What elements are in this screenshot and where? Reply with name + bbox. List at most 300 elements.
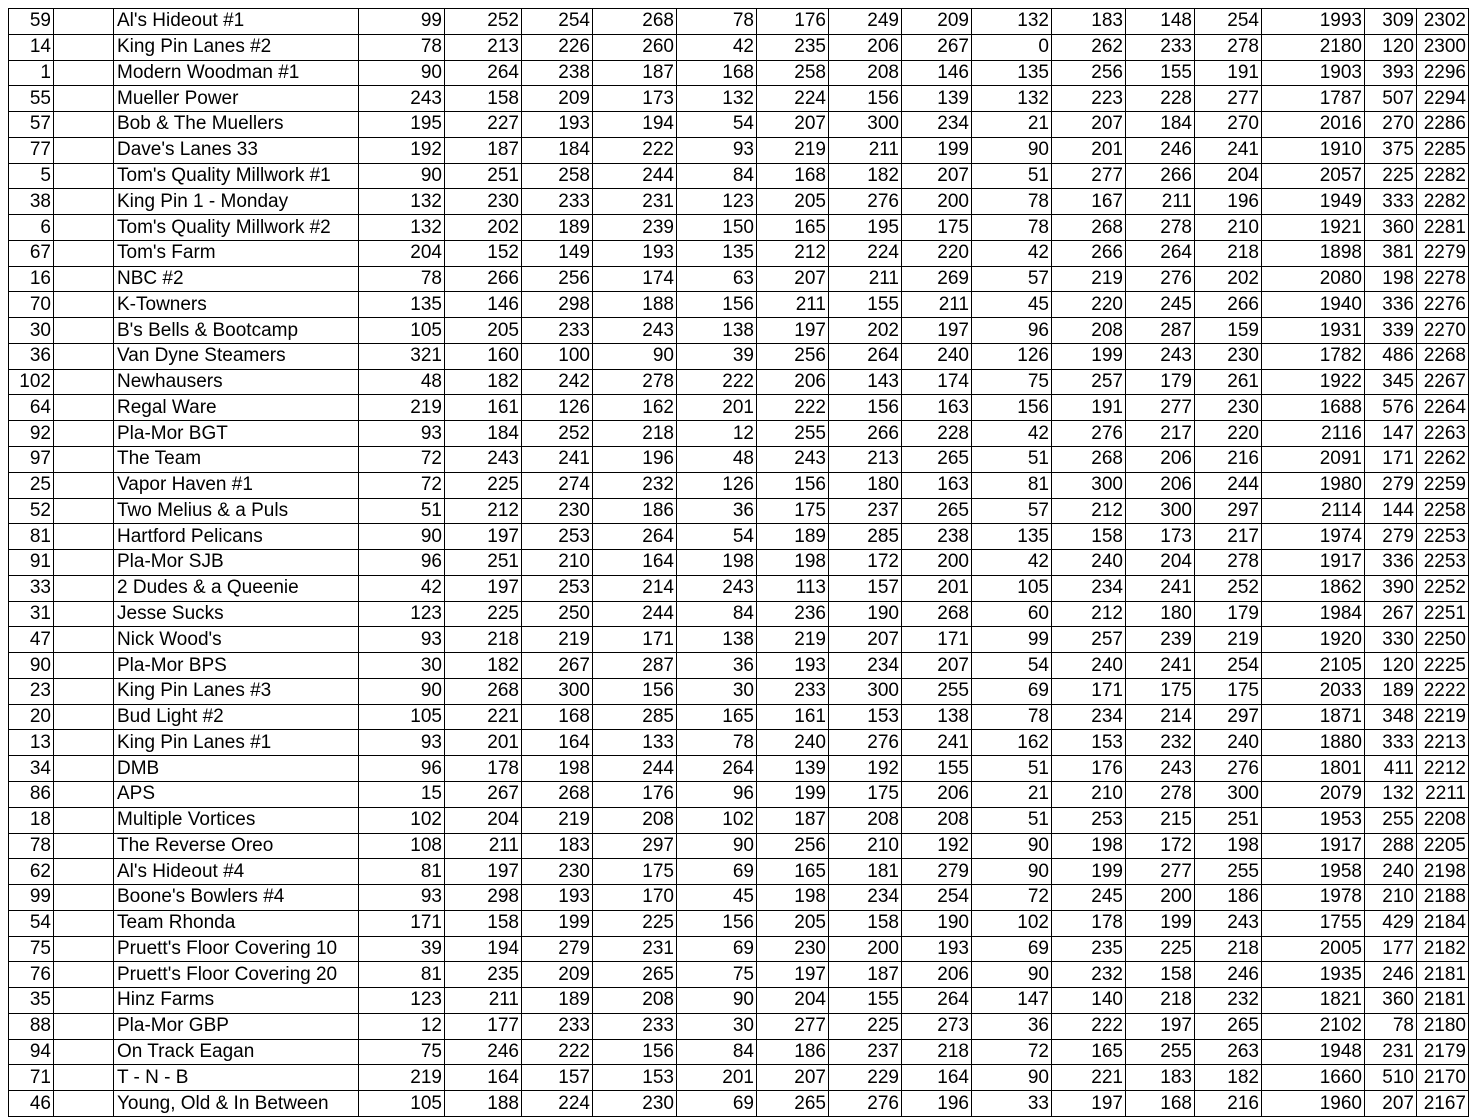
cell-g8: 200: [902, 189, 972, 215]
cell-g11: 180: [1126, 601, 1195, 627]
cell-g12: 278: [1195, 34, 1262, 60]
cell-total: 2296: [1417, 60, 1469, 86]
cell-total: 2300: [1417, 34, 1469, 60]
cell-handicap: 171: [1365, 447, 1417, 473]
cell-g10: 235: [1052, 936, 1126, 962]
cell-handicap: 246: [1365, 962, 1417, 988]
cell-g12: 186: [1195, 885, 1262, 911]
cell-g5: 12: [677, 421, 757, 447]
cell-g10: 223: [1052, 86, 1126, 112]
cell-g11: 233: [1126, 34, 1195, 60]
cell-g9: 36: [972, 1013, 1052, 1039]
cell-g11: 211: [1126, 189, 1195, 215]
cell-g2: 201: [445, 730, 522, 756]
cell-g6: 236: [757, 601, 829, 627]
cell-g12: 246: [1195, 962, 1262, 988]
cell-total: 2213: [1417, 730, 1469, 756]
cell-id: 77: [9, 137, 54, 163]
cell-g9: 90: [972, 1065, 1052, 1091]
cell-scratch: 2016: [1262, 112, 1365, 138]
table-row: [9, 962, 1469, 988]
cell-g3: 233: [522, 189, 593, 215]
cell-g2: 204: [445, 807, 522, 833]
cell-g10: 300: [1052, 472, 1126, 498]
cell-g1: 30: [359, 653, 445, 679]
blank-cell: [54, 936, 114, 962]
cell-handicap: 144: [1365, 498, 1417, 524]
cell-g11: 179: [1126, 369, 1195, 395]
cell-g7: 276: [829, 189, 902, 215]
cell-g7: 192: [829, 756, 902, 782]
cell-g8: 241: [902, 730, 972, 756]
cell-g6: 156: [757, 472, 829, 498]
cell-scratch: 1948: [1262, 1039, 1365, 1065]
cell-handicap: 429: [1365, 910, 1417, 936]
cell-g2: 146: [445, 292, 522, 318]
cell-g4: 231: [593, 189, 677, 215]
cell-total: 2302: [1417, 9, 1469, 35]
cell-g12: 232: [1195, 988, 1262, 1014]
cell-g1: 96: [359, 756, 445, 782]
cell-g10: 212: [1052, 601, 1126, 627]
table-row: [9, 112, 1469, 138]
cell-id: 78: [9, 833, 54, 859]
blank-cell: [54, 859, 114, 885]
cell-g8: 273: [902, 1013, 972, 1039]
cell-g8: 139: [902, 86, 972, 112]
cell-handicap: 381: [1365, 240, 1417, 266]
cell-g11: 277: [1126, 395, 1195, 421]
cell-id: 70: [9, 292, 54, 318]
cell-g5: 69: [677, 936, 757, 962]
cell-g7: 157: [829, 575, 902, 601]
cell-g3: 233: [522, 1013, 593, 1039]
cell-g11: 243: [1126, 756, 1195, 782]
cell-g5: 84: [677, 601, 757, 627]
cell-scratch: 2079: [1262, 781, 1365, 807]
cell-id: 97: [9, 447, 54, 473]
cell-g9: 75: [972, 369, 1052, 395]
cell-g8: 197: [902, 318, 972, 344]
cell-g11: 243: [1126, 343, 1195, 369]
cell-g10: 167: [1052, 189, 1126, 215]
cell-scratch: 1917: [1262, 833, 1365, 859]
cell-g6: 207: [757, 266, 829, 292]
cell-scratch: 1880: [1262, 730, 1365, 756]
cell-g6: 199: [757, 781, 829, 807]
cell-id: 14: [9, 34, 54, 60]
cell-scratch: 1980: [1262, 472, 1365, 498]
cell-g4: 225: [593, 910, 677, 936]
cell-g10: 257: [1052, 627, 1126, 653]
blank-cell: [54, 730, 114, 756]
cell-id: 67: [9, 240, 54, 266]
cell-g4: 187: [593, 60, 677, 86]
blank-cell: [54, 447, 114, 473]
table-row: [9, 653, 1469, 679]
table-row: [9, 627, 1469, 653]
cell-handicap: 189: [1365, 678, 1417, 704]
cell-g9: 60: [972, 601, 1052, 627]
cell-g8: 267: [902, 34, 972, 60]
cell-g9: 33: [972, 1091, 1052, 1117]
cell-g8: 208: [902, 807, 972, 833]
cell-g2: 211: [445, 988, 522, 1014]
cell-g12: 218: [1195, 240, 1262, 266]
cell-id: 86: [9, 781, 54, 807]
cell-g3: 149: [522, 240, 593, 266]
cell-scratch: 2057: [1262, 163, 1365, 189]
cell-g3: 242: [522, 369, 593, 395]
standings-table: [8, 8, 1469, 1117]
cell-name: The Team: [114, 447, 359, 473]
cell-total: 2184: [1417, 910, 1469, 936]
cell-g12: 278: [1195, 550, 1262, 576]
cell-handicap: 267: [1365, 601, 1417, 627]
cell-g9: 132: [972, 9, 1052, 35]
table-row: [9, 704, 1469, 730]
cell-g12: 252: [1195, 575, 1262, 601]
cell-g11: 173: [1126, 524, 1195, 550]
cell-g8: 234: [902, 112, 972, 138]
cell-g11: 217: [1126, 421, 1195, 447]
cell-g9: 78: [972, 215, 1052, 241]
cell-scratch: 2180: [1262, 34, 1365, 60]
cell-id: 90: [9, 653, 54, 679]
cell-g6: 256: [757, 343, 829, 369]
cell-g8: 206: [902, 962, 972, 988]
blank-cell: [54, 601, 114, 627]
cell-g12: 240: [1195, 730, 1262, 756]
cell-g11: 241: [1126, 575, 1195, 601]
cell-g2: 197: [445, 575, 522, 601]
cell-name: Newhausers: [114, 369, 359, 395]
cell-total: 2276: [1417, 292, 1469, 318]
cell-g11: 264: [1126, 240, 1195, 266]
table-row: [9, 1065, 1469, 1091]
cell-g9: 90: [972, 859, 1052, 885]
cell-g11: 218: [1126, 988, 1195, 1014]
table-row: [9, 240, 1469, 266]
cell-g11: 239: [1126, 627, 1195, 653]
cell-g6: 176: [757, 9, 829, 35]
cell-handicap: 576: [1365, 395, 1417, 421]
cell-g4: 268: [593, 9, 677, 35]
cell-g6: 243: [757, 447, 829, 473]
cell-g12: 218: [1195, 936, 1262, 962]
cell-g6: 230: [757, 936, 829, 962]
cell-total: 2211: [1417, 781, 1469, 807]
cell-handicap: 486: [1365, 343, 1417, 369]
cell-id: 91: [9, 550, 54, 576]
cell-g1: 108: [359, 833, 445, 859]
cell-g8: 200: [902, 550, 972, 576]
cell-total: 2270: [1417, 318, 1469, 344]
cell-g4: 243: [593, 318, 677, 344]
cell-g9: 147: [972, 988, 1052, 1014]
cell-g11: 184: [1126, 112, 1195, 138]
cell-name: Pla-Mor SJB: [114, 550, 359, 576]
cell-g9: 78: [972, 189, 1052, 215]
cell-total: 2294: [1417, 86, 1469, 112]
table-row: [9, 215, 1469, 241]
cell-scratch: 1922: [1262, 369, 1365, 395]
cell-g3: 157: [522, 1065, 593, 1091]
cell-scratch: 1862: [1262, 575, 1365, 601]
cell-scratch: 2114: [1262, 498, 1365, 524]
cell-g12: 217: [1195, 524, 1262, 550]
cell-g7: 156: [829, 395, 902, 421]
table-row: [9, 498, 1469, 524]
cell-g8: 207: [902, 653, 972, 679]
cell-g6: 197: [757, 962, 829, 988]
cell-id: 76: [9, 962, 54, 988]
cell-g12: 243: [1195, 910, 1262, 936]
cell-g7: 202: [829, 318, 902, 344]
cell-g3: 164: [522, 730, 593, 756]
table-row: [9, 86, 1469, 112]
cell-g11: 241: [1126, 653, 1195, 679]
cell-g2: 188: [445, 1091, 522, 1117]
blank-cell: [54, 472, 114, 498]
cell-g1: 219: [359, 395, 445, 421]
cell-handicap: 336: [1365, 550, 1417, 576]
cell-g9: 51: [972, 756, 1052, 782]
cell-g12: 216: [1195, 447, 1262, 473]
cell-g1: 93: [359, 627, 445, 653]
cell-g11: 199: [1126, 910, 1195, 936]
table-row: [9, 292, 1469, 318]
cell-g7: 200: [829, 936, 902, 962]
cell-g11: 276: [1126, 266, 1195, 292]
cell-g11: 155: [1126, 60, 1195, 86]
cell-handicap: 360: [1365, 215, 1417, 241]
cell-name: DMB: [114, 756, 359, 782]
cell-g2: 235: [445, 962, 522, 988]
table-row: [9, 447, 1469, 473]
blank-cell: [54, 885, 114, 911]
cell-g5: 69: [677, 1091, 757, 1117]
table-row: [9, 163, 1469, 189]
cell-g5: 126: [677, 472, 757, 498]
cell-g6: 198: [757, 550, 829, 576]
cell-g8: 206: [902, 781, 972, 807]
cell-g6: 165: [757, 215, 829, 241]
cell-g9: 156: [972, 395, 1052, 421]
table-row: [9, 421, 1469, 447]
blank-cell: [54, 781, 114, 807]
cell-g6: 212: [757, 240, 829, 266]
cell-g10: 199: [1052, 343, 1126, 369]
cell-g1: 204: [359, 240, 445, 266]
cell-g5: 165: [677, 704, 757, 730]
cell-g11: 175: [1126, 678, 1195, 704]
cell-g5: 78: [677, 730, 757, 756]
cell-g12: 255: [1195, 859, 1262, 885]
cell-g5: 84: [677, 163, 757, 189]
cell-g1: 93: [359, 421, 445, 447]
cell-handicap: 288: [1365, 833, 1417, 859]
cell-total: 2170: [1417, 1065, 1469, 1091]
cell-g8: 220: [902, 240, 972, 266]
cell-g12: 198: [1195, 833, 1262, 859]
cell-g5: 138: [677, 318, 757, 344]
cell-g3: 193: [522, 885, 593, 911]
cell-g9: 45: [972, 292, 1052, 318]
cell-id: 59: [9, 9, 54, 35]
cell-g10: 266: [1052, 240, 1126, 266]
cell-g8: 196: [902, 1091, 972, 1117]
cell-g5: 201: [677, 395, 757, 421]
cell-g11: 200: [1126, 885, 1195, 911]
cell-g5: 264: [677, 756, 757, 782]
cell-total: 2250: [1417, 627, 1469, 653]
blank-cell: [54, 988, 114, 1014]
cell-g9: 135: [972, 524, 1052, 550]
cell-g10: 253: [1052, 807, 1126, 833]
cell-g7: 158: [829, 910, 902, 936]
cell-g2: 268: [445, 678, 522, 704]
cell-g3: 252: [522, 421, 593, 447]
cell-g3: 230: [522, 498, 593, 524]
cell-g8: 218: [902, 1039, 972, 1065]
cell-id: 38: [9, 189, 54, 215]
cell-g2: 266: [445, 266, 522, 292]
cell-g11: 246: [1126, 137, 1195, 163]
cell-name: Al's Hideout #4: [114, 859, 359, 885]
cell-g1: 42: [359, 575, 445, 601]
cell-g3: 199: [522, 910, 593, 936]
cell-g11: 183: [1126, 1065, 1195, 1091]
cell-g12: 191: [1195, 60, 1262, 86]
cell-total: 2282: [1417, 189, 1469, 215]
cell-g1: 243: [359, 86, 445, 112]
cell-g4: 214: [593, 575, 677, 601]
cell-g1: 90: [359, 163, 445, 189]
cell-g5: 78: [677, 9, 757, 35]
cell-g4: 278: [593, 369, 677, 395]
cell-g11: 266: [1126, 163, 1195, 189]
cell-g5: 30: [677, 678, 757, 704]
cell-g12: 241: [1195, 137, 1262, 163]
cell-g10: 165: [1052, 1039, 1126, 1065]
cell-id: 47: [9, 627, 54, 653]
cell-total: 2212: [1417, 756, 1469, 782]
table-row: [9, 833, 1469, 859]
cell-id: 13: [9, 730, 54, 756]
cell-g3: 253: [522, 524, 593, 550]
cell-g4: 174: [593, 266, 677, 292]
cell-g11: 225: [1126, 936, 1195, 962]
cell-g7: 276: [829, 730, 902, 756]
cell-g7: 156: [829, 86, 902, 112]
table-row: [9, 137, 1469, 163]
cell-g10: 197: [1052, 1091, 1126, 1117]
cell-g4: 285: [593, 704, 677, 730]
cell-scratch: 2091: [1262, 447, 1365, 473]
cell-g9: 72: [972, 1039, 1052, 1065]
blank-cell: [54, 910, 114, 936]
cell-g11: 278: [1126, 215, 1195, 241]
cell-g2: 251: [445, 550, 522, 576]
cell-name: Regal Ware: [114, 395, 359, 421]
cell-g3: 193: [522, 112, 593, 138]
cell-handicap: 240: [1365, 859, 1417, 885]
cell-g4: 260: [593, 34, 677, 60]
cell-g3: 126: [522, 395, 593, 421]
cell-g6: 258: [757, 60, 829, 86]
cell-g4: 244: [593, 163, 677, 189]
cell-g11: 168: [1126, 1091, 1195, 1117]
cell-scratch: 1787: [1262, 86, 1365, 112]
cell-g2: 184: [445, 421, 522, 447]
cell-g9: 72: [972, 885, 1052, 911]
cell-g7: 208: [829, 807, 902, 833]
blank-cell: [54, 653, 114, 679]
cell-g2: 197: [445, 524, 522, 550]
cell-handicap: 510: [1365, 1065, 1417, 1091]
cell-g1: 72: [359, 472, 445, 498]
cell-handicap: 225: [1365, 163, 1417, 189]
cell-g6: 240: [757, 730, 829, 756]
cell-total: 2180: [1417, 1013, 1469, 1039]
table-row: [9, 34, 1469, 60]
cell-name: Tom's Quality Millwork #2: [114, 215, 359, 241]
table-row: [9, 601, 1469, 627]
cell-g11: 228: [1126, 86, 1195, 112]
cell-g3: 254: [522, 9, 593, 35]
cell-g7: 266: [829, 421, 902, 447]
cell-g5: 42: [677, 34, 757, 60]
cell-id: 62: [9, 859, 54, 885]
cell-g4: 153: [593, 1065, 677, 1091]
cell-g11: 206: [1126, 472, 1195, 498]
cell-g8: 265: [902, 447, 972, 473]
cell-handicap: 279: [1365, 524, 1417, 550]
cell-g5: 156: [677, 292, 757, 318]
cell-g1: 15: [359, 781, 445, 807]
cell-g5: 156: [677, 910, 757, 936]
cell-g1: 219: [359, 1065, 445, 1091]
cell-g7: 234: [829, 653, 902, 679]
cell-name: King Pin Lanes #2: [114, 34, 359, 60]
cell-id: 34: [9, 756, 54, 782]
cell-g6: 168: [757, 163, 829, 189]
cell-g10: 268: [1052, 447, 1126, 473]
cell-g8: 264: [902, 988, 972, 1014]
cell-name: King Pin Lanes #3: [114, 678, 359, 704]
cell-g9: 0: [972, 34, 1052, 60]
cell-total: 2222: [1417, 678, 1469, 704]
cell-g11: 214: [1126, 704, 1195, 730]
cell-g2: 218: [445, 627, 522, 653]
cell-g4: 196: [593, 447, 677, 473]
cell-g12: 244: [1195, 472, 1262, 498]
cell-g4: 230: [593, 1091, 677, 1117]
cell-g10: 199: [1052, 859, 1126, 885]
blank-cell: [54, 807, 114, 833]
cell-scratch: 1917: [1262, 550, 1365, 576]
cell-g5: 69: [677, 859, 757, 885]
cell-g7: 237: [829, 1039, 902, 1065]
cell-g10: 257: [1052, 369, 1126, 395]
blank-cell: [54, 395, 114, 421]
cell-name: Bud Light #2: [114, 704, 359, 730]
cell-id: 30: [9, 318, 54, 344]
cell-g8: 265: [902, 498, 972, 524]
cell-g2: 243: [445, 447, 522, 473]
cell-g2: 205: [445, 318, 522, 344]
